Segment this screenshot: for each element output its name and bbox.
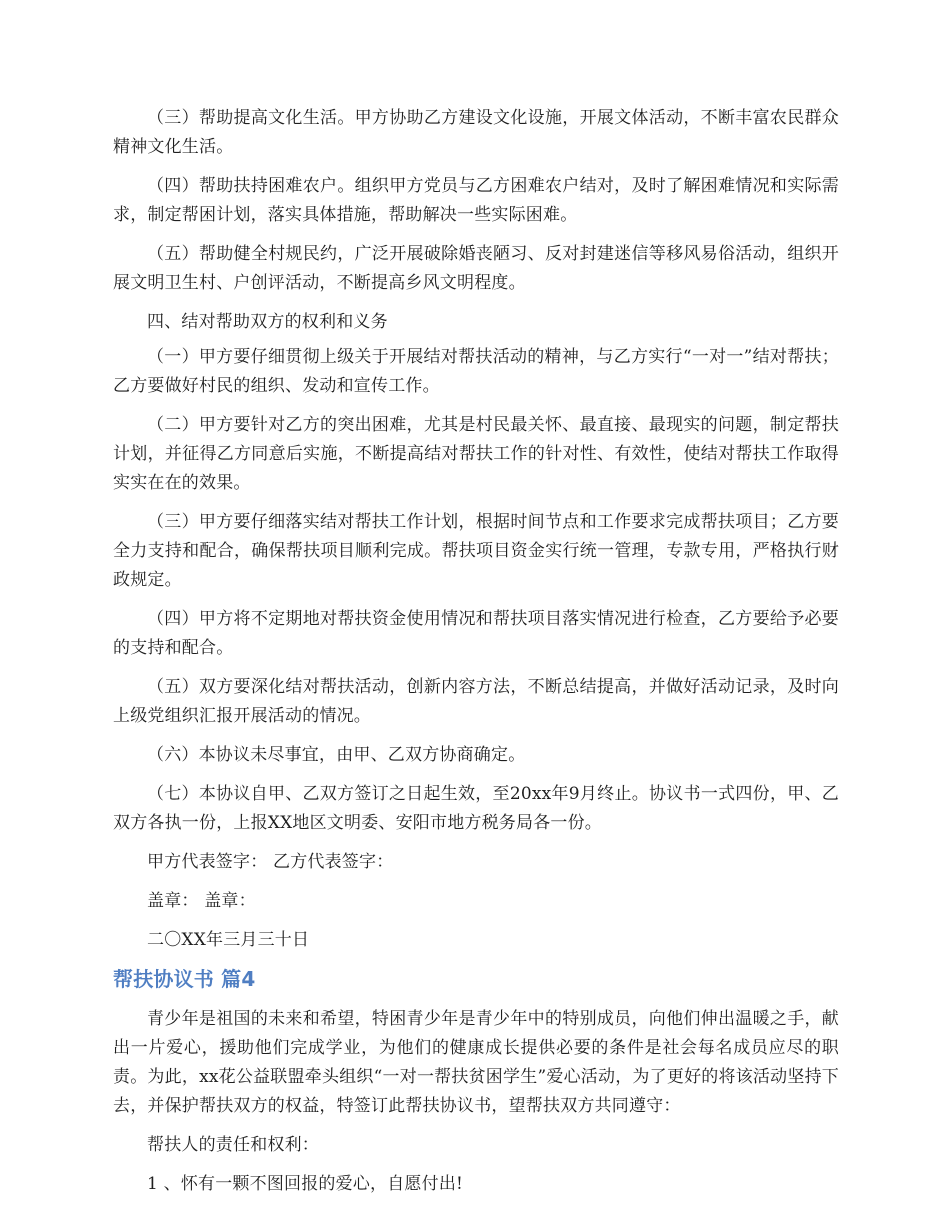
paragraph-intro: 青少年是祖国的未来和希望，特困青少年是青少年中的特别成员，向他们伸出温暖之手，献出一片爱心，援助他们完成学业，为他们的健康成长提供必要的条件是社会每名成员应尽的职责。为此，xx花公益联盟牵头组织“一对一帮扶贫困学生”爱心活动，为了更好的将该活动坚持下去，并保护帮扶双方的权益，特签订此帮扶协议书，望帮扶双方共同遵守： <box>113 1009 839 1116</box>
seal-line: 盖章： 盖章： <box>147 891 256 911</box>
section-heading: 帮扶协议书 篇4 <box>113 967 256 991</box>
paragraph-support-poor-households: （四）帮助扶持困难农户。组织甲方党员与乙方困难农户结对，及时了解困难情况和实际需求，制定帮困计划，落实具体措施，帮助解决一些实际困难。 <box>113 176 839 225</box>
paragraph-rights-3: （三）甲方要仔细落实结对帮扶工作计划，根据时间节点和工作要求完成帮扶项目；乙方要全力支持和配合，确保帮扶项目顺利完成。帮扶项目资金实行统一管理，专款专用，严格执行财政规定。 <box>113 512 839 590</box>
paragraph-rights-1: （一）甲方要仔细贯彻上级关于开展结对帮扶活动的精神，与乙方实行“一对一”结对帮扶；乙方要做好村民的组织、发动和宣传工作。 <box>113 347 839 396</box>
paragraph-culture-life: （三）帮助提高文化生活。甲方协助乙方建设文化设施，开展文体活动，不断丰富农民群众精神文化生活。 <box>113 108 839 157</box>
paragraph-rights-6: （六）本协议未尽事宜，由甲、乙双方协商确定。 <box>147 745 526 765</box>
paragraph-rights-7: （七）本协议自甲、乙双方签订之日起生效，至20xx年9月终止。协议书一式四份，甲、乙双方各执一份，上报XX地区文明委、安阳市地方税务局各一份。 <box>113 784 839 833</box>
paragraph-helper-responsibilities: 帮扶人的责任和权利： <box>147 1135 319 1155</box>
paragraph-rights-4: （四）甲方将不定期地对帮扶资金使用情况和帮扶项目落实情况进行检查，乙方要给予必要的支持和配合。 <box>113 609 839 658</box>
section-title-rights-obligations: 四、结对帮助双方的权利和义务 <box>147 312 388 332</box>
paragraph-village-rules: （五）帮助健全村规民约，广泛开展破除婚丧陋习、反对封建迷信等移风易俗活动，组织开展文明卫生村、户创评活动，不断提高乡风文明程度。 <box>113 244 839 293</box>
signature-line: 甲方代表签字： 乙方代表签字： <box>147 852 394 872</box>
date-line: 二〇XX年三月三十日 <box>147 930 310 950</box>
paragraph-item-1: 1 、怀有一颗不图回报的爱心，自愿付出! <box>147 1174 464 1194</box>
paragraph-rights-5: （五）双方要深化结对帮扶活动，创新内容方法，不断总结提高，并做好活动记录，及时向上级党组织汇报开展活动的情况。 <box>113 677 839 726</box>
document-body <box>113 104 839 1209</box>
paragraph-rights-2: （二）甲方要针对乙方的突出困难，尤其是村民最关怀、最直接、最现实的问题，制定帮扶计划，并征得乙方同意后实施，不断提高结对帮扶工作的针对性、有效性，使结对帮扶工作取得实实在在的效果。 <box>113 415 839 493</box>
